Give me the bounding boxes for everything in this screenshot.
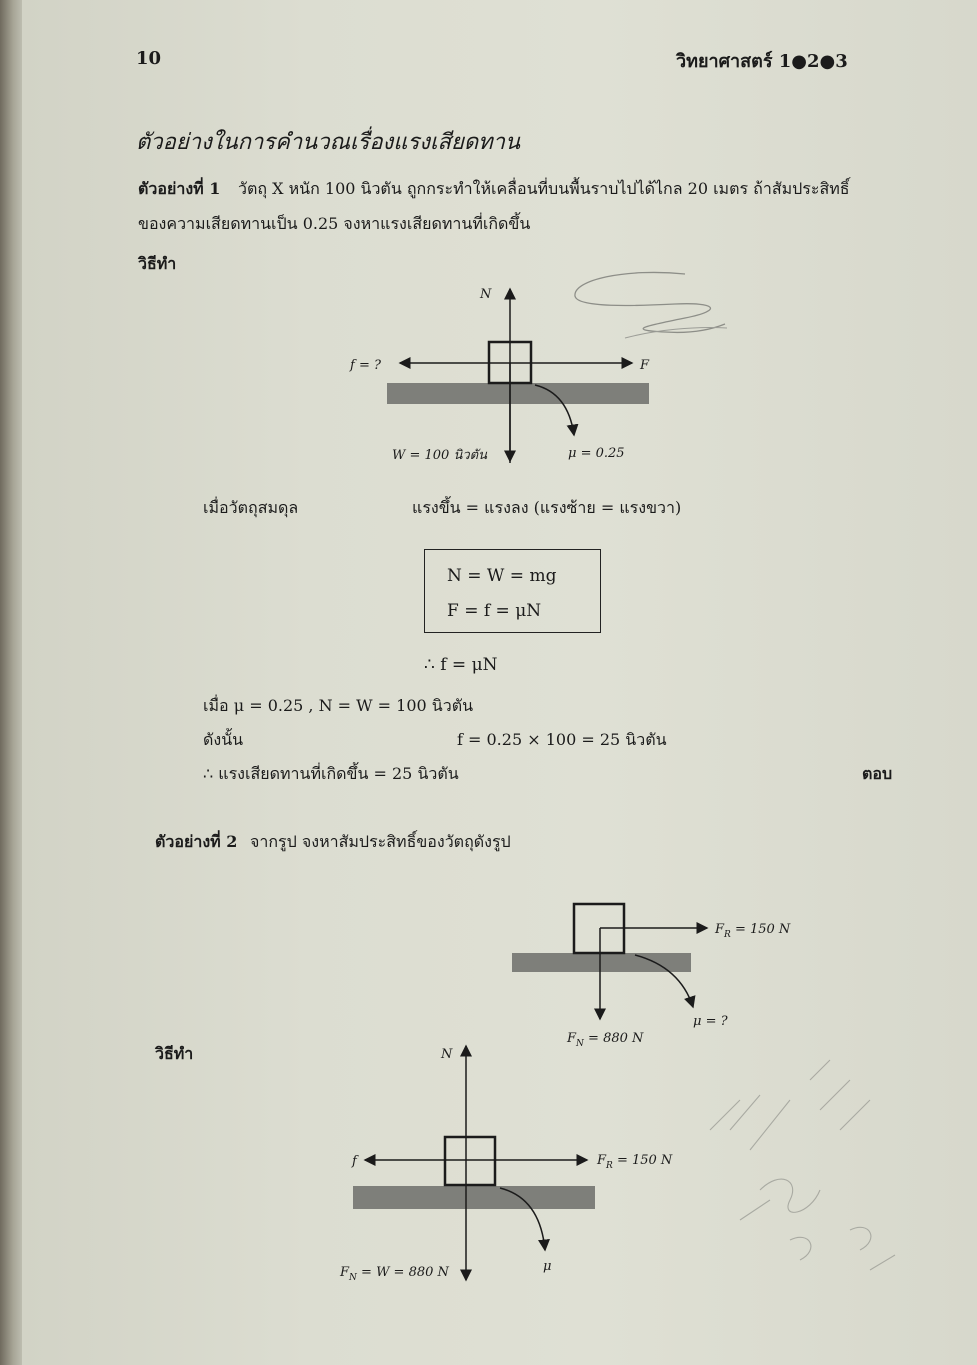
formula-line-2: F = f = μN [447,601,542,621]
given-values: เมื่อ μ = 0.25 , N = W = 100 นิวตัน [203,696,474,715]
page-number: 10 [136,48,162,69]
example2-problem: จากรูป จงหาสัมประสิทธิ์ของวัตถุดังรูป [250,832,511,851]
pencil-scribble [565,268,735,368]
example1-problem-line2: ของความเสียดทานเป็น 0.25 จงหาแรงเสียดทานที่เกิดขึ้น [138,214,531,233]
normal-label: N [480,287,492,302]
book-title: วิทยาศาสตร์ 1●2●3 [676,51,848,72]
example2-label: ตัวอย่างที่ 2 [155,832,238,851]
example2-figure-2 [335,1038,705,1288]
pencil-marks [700,1040,920,1300]
answer-label: ตอบ [862,764,893,783]
mu-label: μ [543,1259,552,1274]
force-label: F [640,358,650,373]
ground-surface [512,953,691,972]
block [445,1137,495,1185]
normal-label: N [441,1047,453,1062]
conclusion: ∴ แรงเสียดทานที่เกิดขึ้น = 25 นิวตัน [203,764,459,783]
book-spine [0,0,22,1365]
equilibrium-label: เมื่อวัตถุสมดุล [203,498,299,517]
example1-problem-line1: วัตถุ X หนัก 100 นิวตัน ถูกกระทำให้เคลื่อนที่บนพื้นราบไปได้ไกล 20 เมตร ถ้าสัมประสิทธิ์ [238,179,850,198]
force-label: $F_R = 150$ N [715,922,791,940]
example2-method-label: วิธีทำ [155,1044,194,1063]
example2-figure-1 [505,895,815,1055]
ground-surface [353,1186,595,1209]
equilibrium-statement: แรงขึ้น = แรงลง (แรงซ้าย = แรงขวา) [412,498,682,517]
section-title: ตัวอย่างในการคำนวณเรื่องแรงเสียดทาน [136,130,521,155]
mu-label: μ = ? [693,1014,728,1029]
example1-label: ตัวอย่างที่ 1 [138,179,221,198]
weight-label: W = 100 นิวตัน [392,448,487,463]
force-label: $F_R = 150$ N [597,1153,673,1171]
calculation: f = 0.25 × 100 = 25 นิวตัน [457,730,667,749]
ground-surface [387,383,649,404]
weight-label: $F_N = W = 880$ N [340,1265,449,1283]
friction-label: f = ? [350,358,381,373]
mu-label: μ = 0.25 [568,446,625,461]
normal-label: $F_N = 880$ N [567,1031,644,1049]
therefore-equation: ∴ f = μN [424,655,498,675]
friction-label: f [352,1154,357,1169]
so-label: ดังนั้น [203,730,244,749]
formula-line-1: N = W = mg [447,566,557,586]
example1-method-label: วิธีทำ [138,254,177,273]
